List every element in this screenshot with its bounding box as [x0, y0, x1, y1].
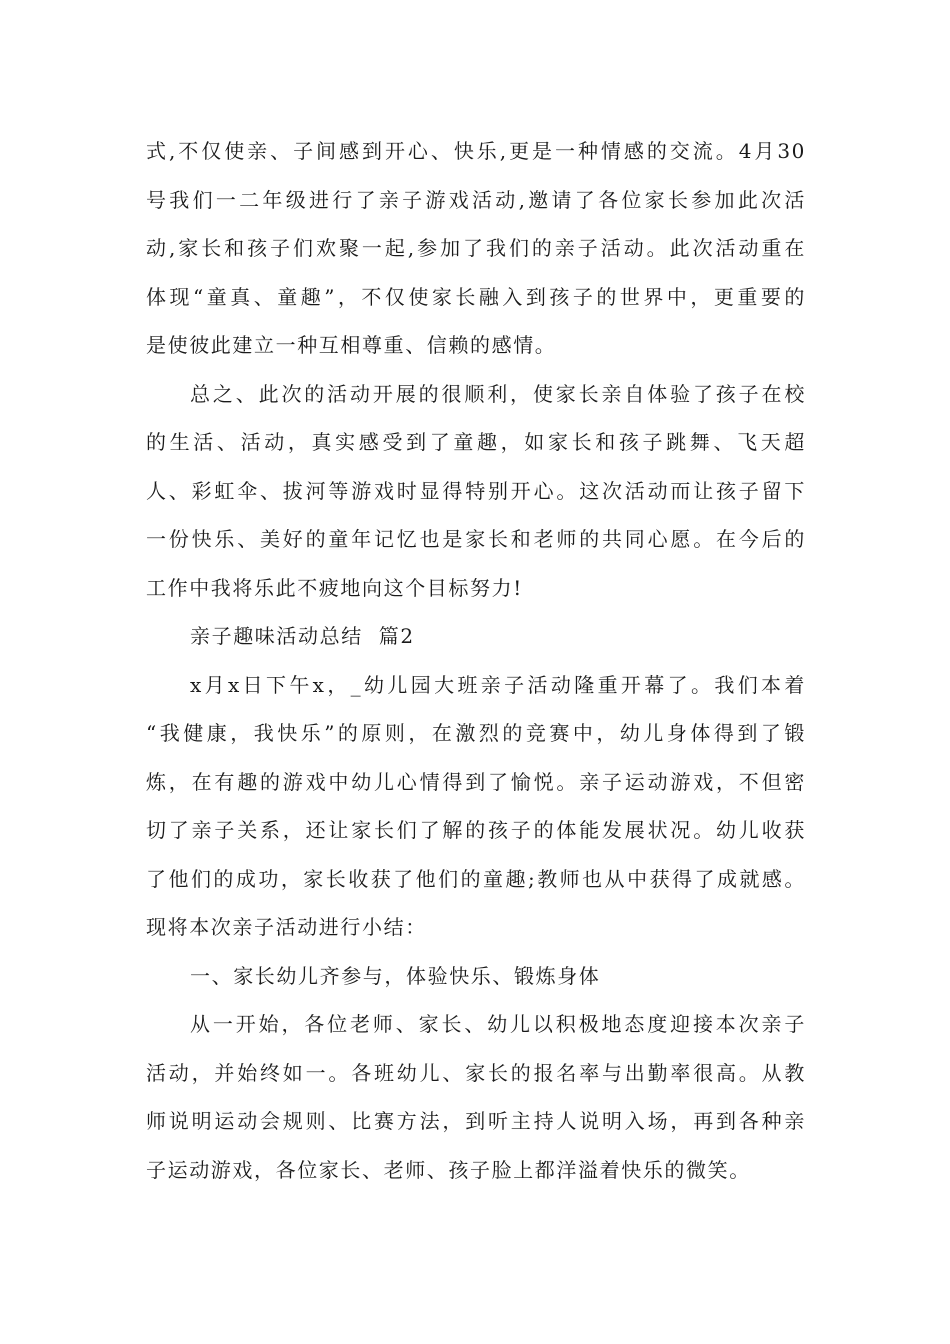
- section-heading: 亲子趣味活动总结 篇2: [190, 624, 415, 648]
- paragraph-line: “我健康，我快乐”的原则，在激烈的竞赛中，幼儿身体得到了锻: [146, 721, 806, 745]
- paragraph-line: x月x日下午x，_幼儿园大班亲子活动隆重开幕了。我们本着: [190, 672, 806, 697]
- paragraph-line: 工作中我将乐此不疲地向这个目标努力!: [146, 575, 523, 600]
- paragraph-line: 体现“童真、童趣”，不仅使家长融入到孩子的世界中，更重要的: [146, 284, 806, 309]
- paragraph-line: 是使彼此建立一种互相尊重、信赖的感情。: [146, 333, 557, 357]
- subsection-heading: 一、家长幼儿齐参与，体验快乐、锻炼身体: [190, 963, 601, 988]
- paragraph-line: 一份快乐、美好的童年记忆也是家长和老师的共同心愿。在今后的: [146, 527, 806, 551]
- paragraph-line: 的生活、活动，真实感受到了童趣，如家长和孩子跳舞、飞天超: [146, 430, 806, 454]
- paragraph-line: 号我们一二年级进行了亲子游戏活动,邀请了各位家长参加此次活: [146, 187, 806, 212]
- paragraph-line: 师说明运动会规则、比赛方法，到听主持人说明入场，再到各种亲: [146, 1109, 806, 1133]
- document-body: [146, 127, 806, 1194]
- paragraph-line: 子运动游戏，各位家长、老师、孩子脸上都洋溢着快乐的微笑。: [146, 1157, 751, 1182]
- paragraph-line: 活动，并始终如一。各班幼儿、家长的报名率与出勤率很高。从教: [146, 1060, 806, 1085]
- paragraph-line: 炼，在有趣的游戏中幼儿心情得到了愉悦。亲子运动游戏，不但密: [146, 769, 806, 794]
- paragraph-line: 式,不仅使亲、子间感到开心、快乐,更是一种情感的交流。4月30: [146, 139, 806, 163]
- paragraph-line: 动,家长和孩子们欢聚一起,参加了我们的亲子活动。此次活动重在: [146, 236, 806, 260]
- paragraph-line: 切了亲子关系，还让家长们了解的孩子的体能发展状况。幼儿收获: [146, 818, 806, 842]
- paragraph-line: 现将本次亲子活动进行小结：: [146, 915, 427, 939]
- paragraph-line: 了他们的成功，家长收获了他们的童趣;教师也从中获得了成就感。: [146, 866, 806, 891]
- paragraph-line: 总之、此次的活动开展的很顺利，使家长亲自体验了孩子在校: [190, 381, 806, 406]
- paragraph-line: 从一开始，各位老师、家长、幼儿以积极地态度迎接本次亲子: [190, 1012, 806, 1036]
- paragraph-line: 人、彩虹伞、拔河等游戏时显得特别开心。这次活动而让孩子留下: [146, 478, 806, 503]
